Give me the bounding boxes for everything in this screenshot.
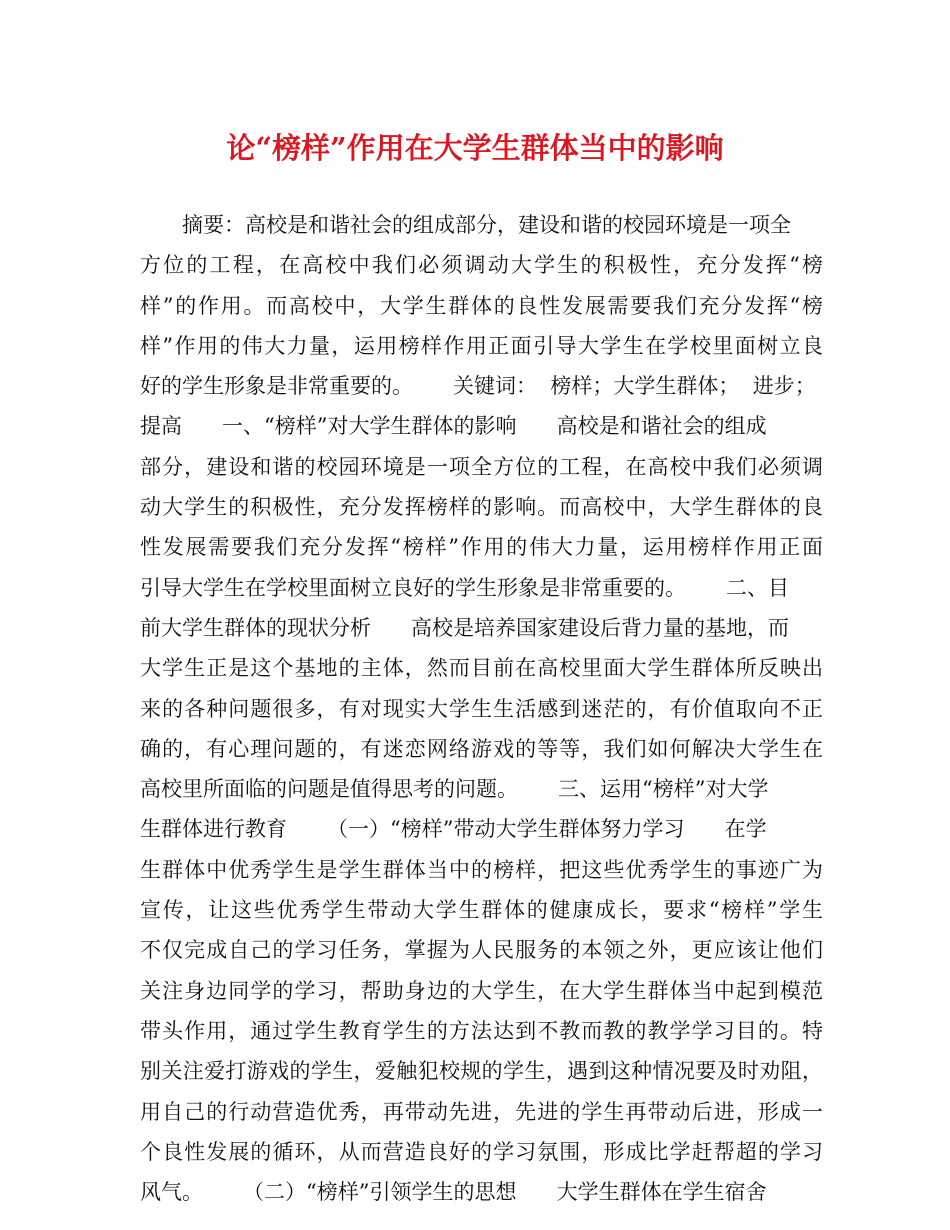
body-line: 动大学生的积极性，充分发挥榜样的影响。而高校中，大学生群体的良 — [140, 495, 823, 520]
body-line: 宣传，让这些优秀学生带动大学生群体的健康成长，要求“榜样”学生 — [140, 898, 823, 923]
document-title: 论“榜样”作用在大学生群体当中的影响 — [226, 131, 724, 165]
body-line: 方位的工程，在高校中我们必须调动大学生的积极性，充分发挥“榜 — [140, 253, 823, 278]
body-line-text: 摘要：高校是和谐社会的组成部分，建设和谐的校园环境是一项全 — [182, 213, 791, 237]
body-line: 样”的作用。而高校中，大学生群体的良性发展需要我们充分发挥“榜 — [140, 293, 823, 318]
document-body — [140, 205, 823, 1212]
body-line: 生群体进行教育 （一）“榜样”带动大学生群体努力学习 在学 — [140, 817, 767, 842]
body-line: 别关注爱打游戏的学生，爱触犯校规的学生，遇到这种情况要及时劝阻， — [140, 1059, 823, 1084]
body-line: 带头作用，通过学生教育学生的方法达到不教而教的教学学习目的。特 — [140, 1018, 823, 1043]
body-line: 个良性发展的循环，从而营造良好的学习氛围，形成比学赶帮超的学习 — [140, 1139, 823, 1164]
body-line: 生群体中优秀学生是学生群体当中的榜样，把这些优秀学生的事迹广为 — [140, 857, 823, 882]
body-line — [140, 205, 823, 245]
body-line: 提高 一、“榜样”对大学生群体的影响 高校是和谐社会的组成 — [140, 414, 767, 439]
body-line: 不仅完成自己的学习任务，掌握为人民服务的本领之外，更应该让他们 — [140, 938, 823, 963]
body-line: 性发展需要我们充分发挥“榜样”作用的伟大力量，运用榜样作用正面 — [140, 535, 823, 560]
body-line: 部分，建设和谐的校园环境是一项全方位的工程，在高校中我们必须调 — [140, 454, 823, 479]
body-line: 确的，有心理问题的，有迷恋网络游戏的等等，我们如何解决大学生在 — [140, 736, 823, 761]
body-line: 来的各种问题很多，有对现实大学生生活感到迷茫的，有价值取向不正 — [140, 696, 823, 721]
body-line: 用自己的行动营造优秀，再带动先进，先进的学生再带动后进，形成一 — [140, 1099, 823, 1124]
body-line: 好的学生形象是非常重要的。 关键词： 榜样；大学生群体； 进步； — [140, 374, 816, 399]
body-line: 关注身边同学的学习，帮助身边的大学生，在大学生群体当中起到模范 — [140, 978, 823, 1003]
body-line: 大学生正是这个基地的主体，然而目前在高校里面大学生群体所反映出 — [140, 656, 823, 681]
body-line: 前大学生群体的现状分析 高校是培养国家建设后背力量的基地，而 — [140, 615, 790, 640]
body-line: 样”作用的伟大力量，运用榜样作用正面引导大学生在学校里面树立良 — [140, 333, 823, 358]
body-line: 引导大学生在学校里面树立良好的学生形象是非常重要的。 二、目 — [140, 575, 790, 600]
body-line: 风气。 （二）“榜样”引领学生的思想 大学生群体在学生宿舍 — [140, 1180, 767, 1205]
body-line: 高校里所面临的问题是值得思考的问题。 三、运用“榜样”对大学 — [140, 777, 769, 802]
